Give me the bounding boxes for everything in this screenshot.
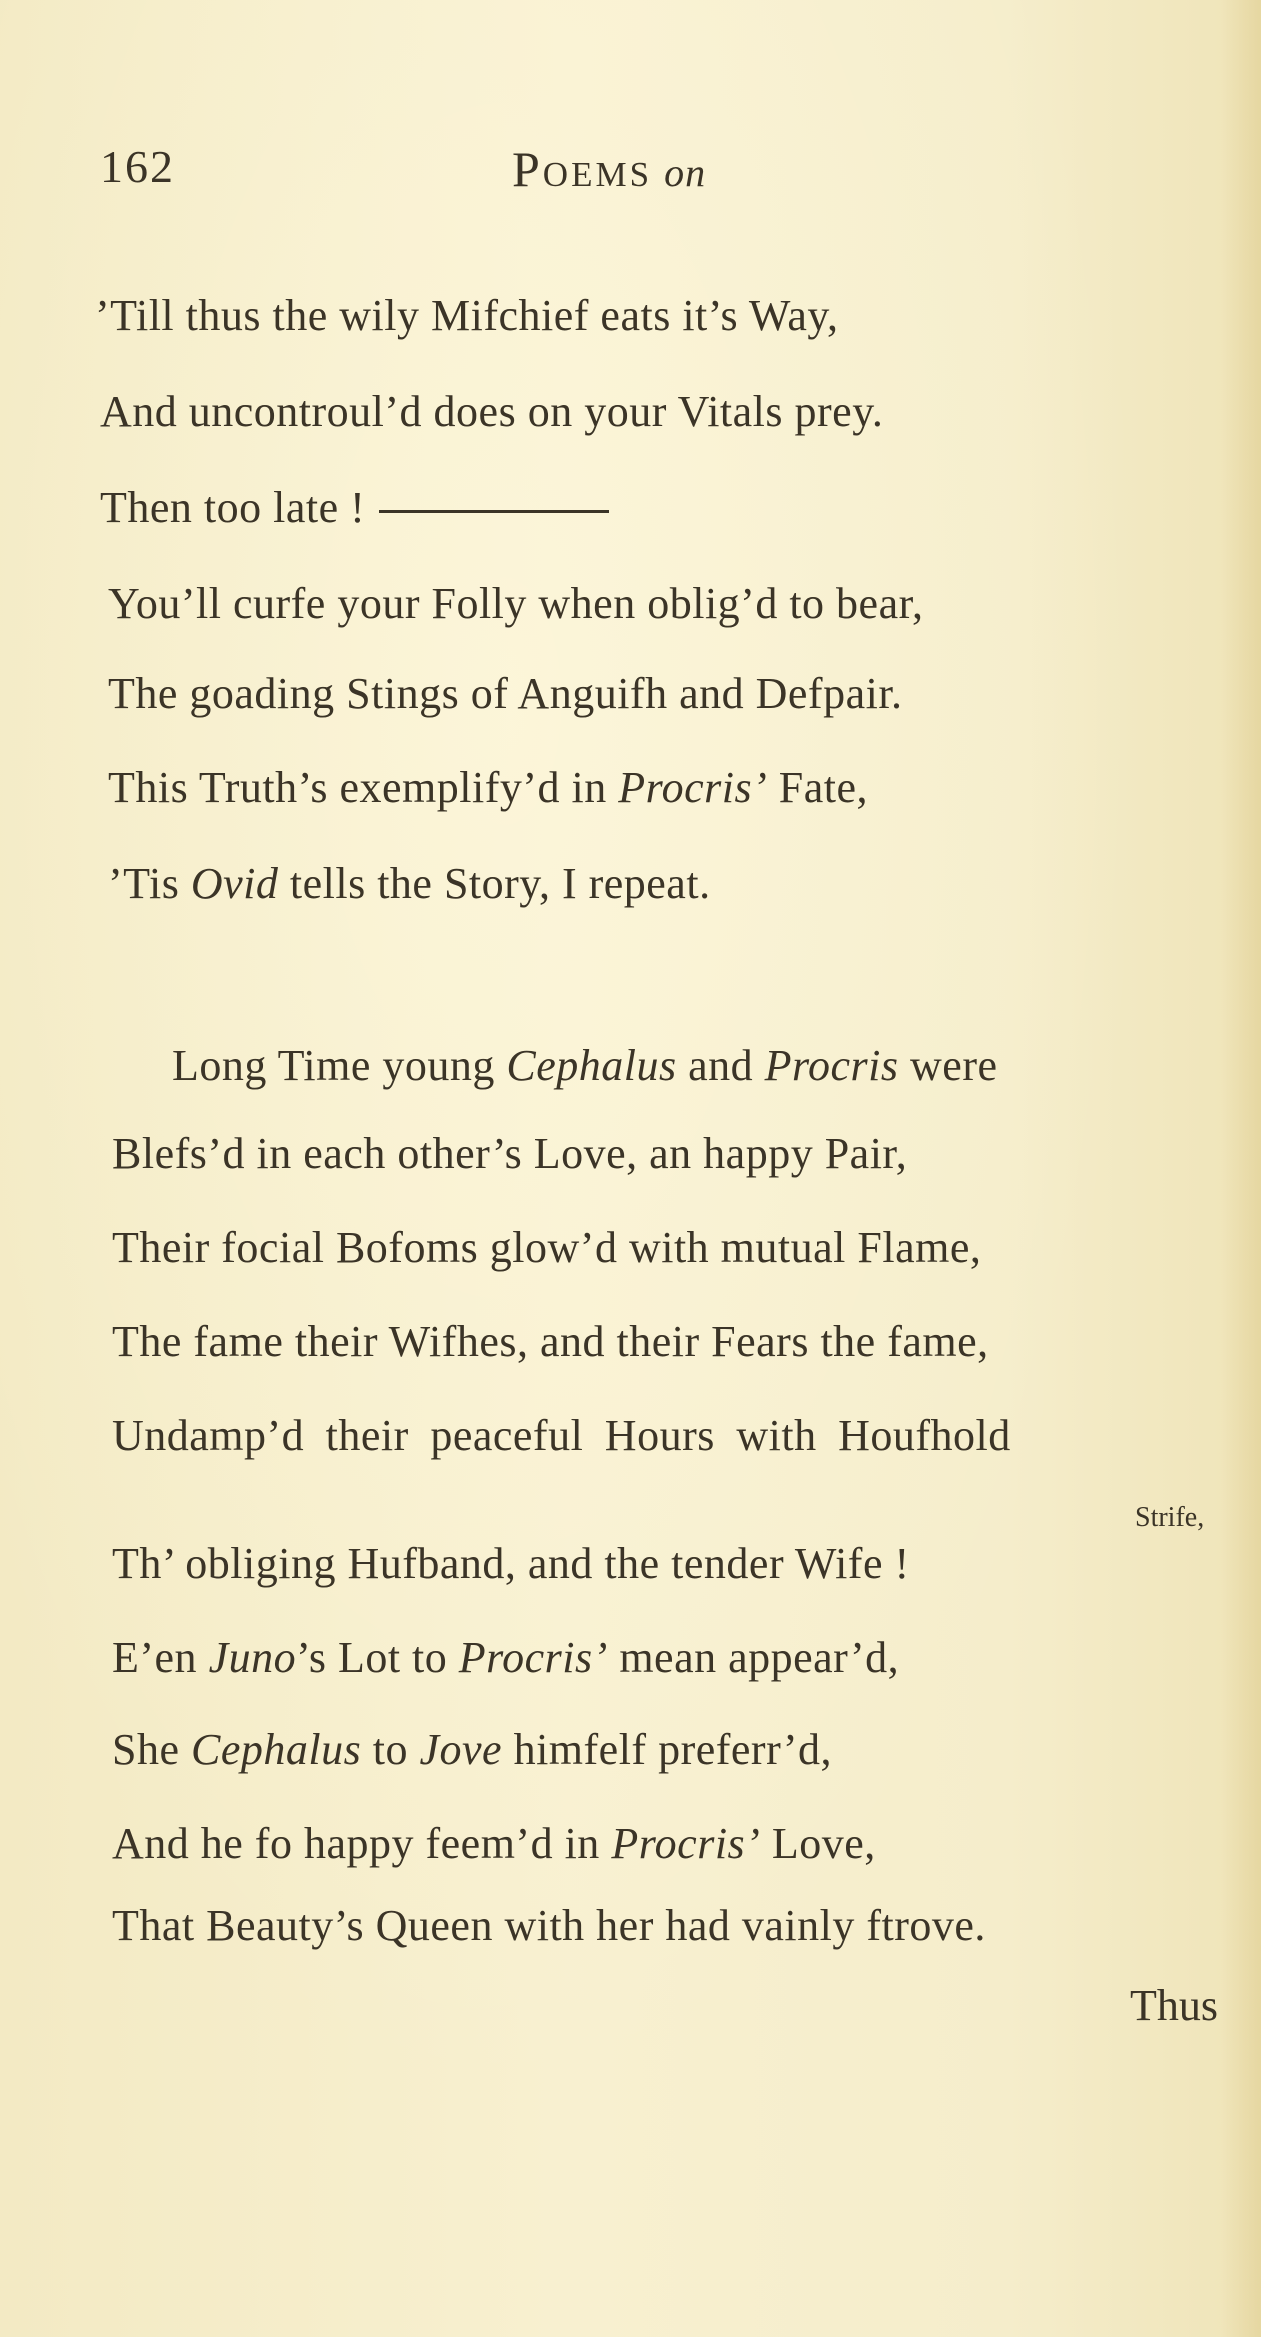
italic-name: Cephalus (506, 1041, 677, 1090)
italic-name: Cephalus (191, 1725, 362, 1774)
verse-text: You’ll curfe your Folly when oblig’d to bear, (108, 579, 924, 628)
verse-text: ’Tis (108, 859, 191, 908)
italic-name: Procris (764, 1041, 899, 1090)
verse-line (108, 858, 711, 909)
verse-text: Long Time young (172, 1041, 507, 1090)
verse-line (108, 668, 903, 719)
verse-line (112, 1128, 907, 1179)
running-title-main: Poems (512, 141, 653, 197)
verse-text: And uncontroul’d does on your Vitals prey. (100, 387, 884, 436)
running-title (512, 140, 706, 198)
italic-name: Procris’ (458, 1633, 608, 1682)
verse-text: The goading Stings of Anguifh and Defpair. (108, 669, 903, 718)
verse-text: mean appear’d, (607, 1633, 900, 1682)
verse-line (112, 1538, 910, 1589)
verse-text: were (898, 1041, 998, 1090)
italic-name: Jove (419, 1725, 503, 1774)
verse-line (172, 1040, 998, 1091)
verse-line (100, 482, 609, 533)
italic-name: Ovid (190, 859, 279, 908)
verse-text: E’en (112, 1633, 209, 1682)
verse-line (112, 1900, 986, 1951)
verse-text: tells the Story, I repeat. (278, 859, 711, 908)
verse-line (95, 290, 839, 341)
em-dash-rule (379, 510, 609, 513)
italic-name: Juno (208, 1633, 297, 1682)
verse-line (112, 1818, 876, 1869)
verse-text: And he fo happy feem’d in (112, 1819, 612, 1868)
verse-text: Their focial Bofoms glow’d with mutual Flame, (112, 1223, 982, 1272)
turnover-word: Strife, (1135, 1502, 1205, 1533)
verse-text: himfelf preferr’d, (502, 1725, 833, 1774)
verse-text: This Truth’s exemplify’d in (108, 763, 619, 812)
verse-line (100, 386, 883, 437)
verse-text: ’s Lot to (296, 1633, 459, 1682)
verse-line (112, 1724, 832, 1775)
verse-text: ’Till thus the wily Mifchief eats it’s Way, (95, 291, 839, 340)
verse-text: The fame their Wifhes, and their Fears the fame, (112, 1317, 989, 1366)
verse-text: Blefs’d in each other’s Love, an happy Pair, (112, 1129, 908, 1178)
catchword: Thus (1130, 1981, 1218, 2030)
verse-text: Th’ obliging Hufband, and the tender Wife ! (112, 1539, 910, 1588)
italic-name: Procris’ (618, 763, 768, 812)
italic-name: Procris’ (611, 1819, 761, 1868)
page-number: 162 (100, 141, 175, 192)
page-edge-shadow (1221, 0, 1261, 2337)
running-head (100, 140, 1160, 200)
verse-text: Fate, (767, 763, 869, 812)
verse-text: to (361, 1725, 420, 1774)
verse-text: She (112, 1725, 191, 1774)
verse-line (112, 1632, 899, 1683)
verse-text: That Beauty’s Queen with her had vainly ftrove. (112, 1901, 986, 1950)
verse-line (108, 578, 924, 629)
verse-line (112, 1410, 1011, 1461)
verse-line (112, 1222, 981, 1273)
verse-text: Then too late ! (100, 483, 366, 532)
verse-line (112, 1316, 989, 1367)
running-title-tail: on (664, 150, 707, 195)
verse-text: Undamp’d their peaceful Hours with Houfhold (112, 1411, 1011, 1460)
verse-text: Love, (760, 1819, 876, 1868)
verse-line (108, 762, 868, 813)
verse-text: and (676, 1041, 765, 1090)
